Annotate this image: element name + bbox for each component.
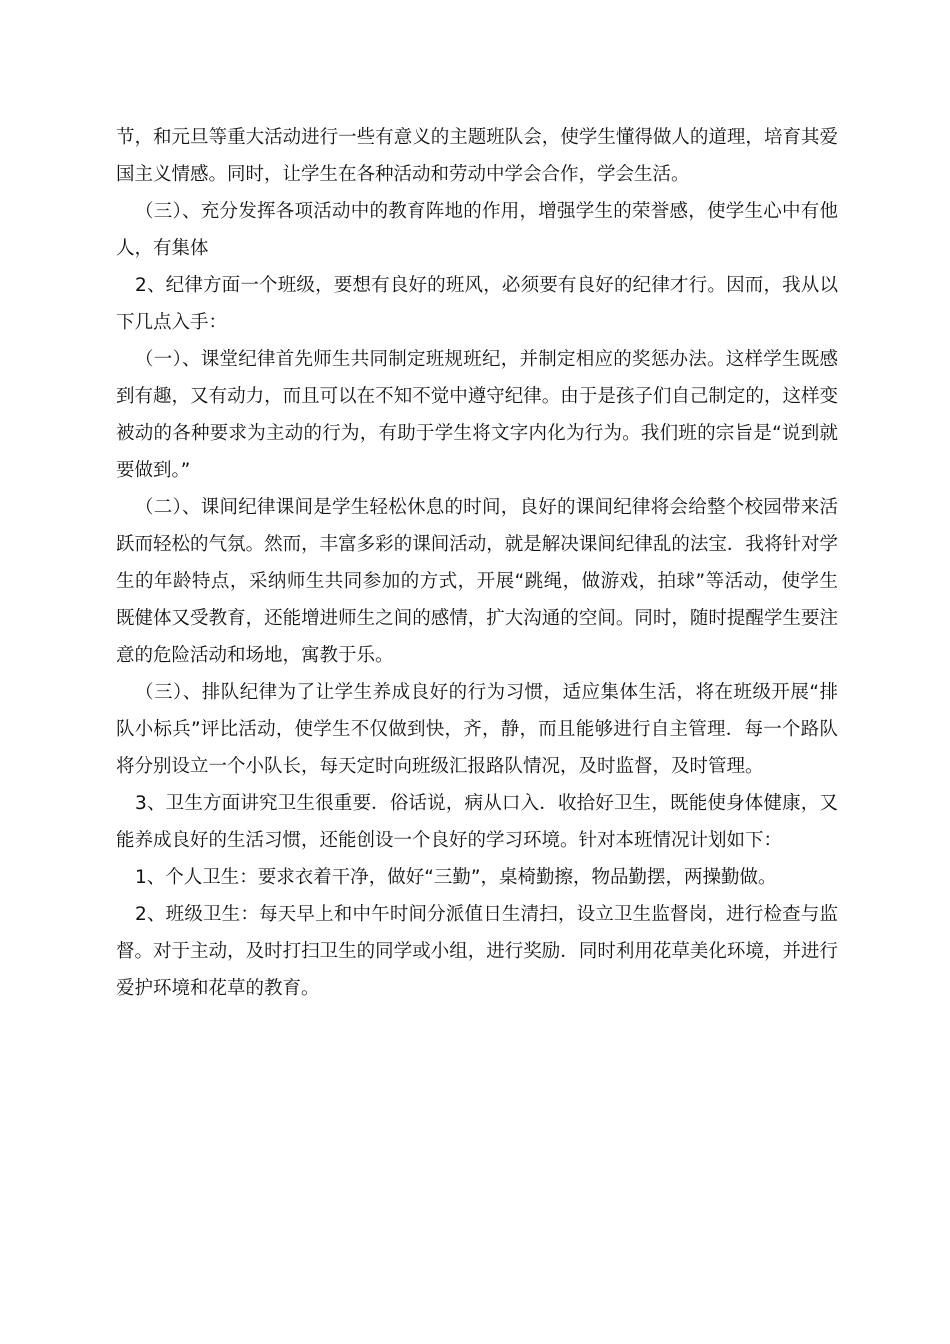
paragraph-discipline-heading: 2、纪律方面一个班级，要想有良好的班风，必须要有良好的纪律才行。因而，我从以下几点入手： <box>116 275 838 333</box>
document-page <box>116 119 838 1007</box>
paragraph-continued-activities: 节，和元旦等重大活动进行一些有意义的主题班队会，使学生懂得做人的道理，培育其爱国主义情感。同时，让学生在各种活动和劳动中学会合作，学会生活。 <box>116 127 838 185</box>
paragraph-queue-discipline: （三）、排队纪律为了让学生养成良好的行为习惯，适应集体生活，将在班级开展“排队小标兵”评比活动，使学生不仅做到快，齐，静，而且能够进行自主管理．每一个路队将分别设立一个小队长，每天定时向班级汇报路队情况，及时监督，及时管理。 <box>116 682 838 777</box>
paragraph-hygiene-heading: 3、卫生方面讲究卫生很重要．俗话说，病从口入．收拾好卫生，既能使身体健康，又能养成良好的生活习惯，还能创设一个良好的学习环境。针对本班情况计划如下： <box>116 793 838 851</box>
paragraph-recess-discipline: （二）、课间纪律课间是学生轻松休息的时间，良好的课间纪律将会给整个校园带来活跃而轻松的气氛。然而，丰富多彩的课间活动，就是解决课间纪律乱的法宝．我将针对学生的年龄特点，采纳师生共同参加的方式，开展“跳绳，做游戏，拍球”等活动，使学生既健体又受教育，还能增进师生之间的感情，扩大沟通的空间。同时，随时提醒学生要注意的危险活动和场地，寓教于乐。 <box>116 497 838 666</box>
paragraph-activity-positions: （三）、充分发挥各项活动中的教育阵地的作用，增强学生的荣誉感，使学生心中有他人，有集体 <box>116 201 838 259</box>
paragraph-personal-hygiene: 1、个人卫生：要求衣着干净，做好“三勤”，桌椅勤擦，物品勤摆，两操勤做。 <box>135 867 777 888</box>
paragraph-classroom-discipline: （一）、课堂纪律首先师生共同制定班规班纪，并制定相应的奖惩办法。这样学生既感到有趣，又有动力，而且可以在不知不觉中遵守纪律。由于是孩子们自己制定的，这样变被动的各种要求为主动的行为，有助于学生将文字内化为行为。我们班的宗旨是“说到就要做到。” <box>116 349 838 481</box>
paragraph-class-hygiene: 2、班级卫生：每天早上和中午时间分派值日生清扫，设立卫生监督岗，进行检查与监督。对于主动，及时打扫卫生的同学或小组，进行奖励．同时利用花草美化环境，并进行爱护环境和花草的教育。 <box>116 904 838 999</box>
